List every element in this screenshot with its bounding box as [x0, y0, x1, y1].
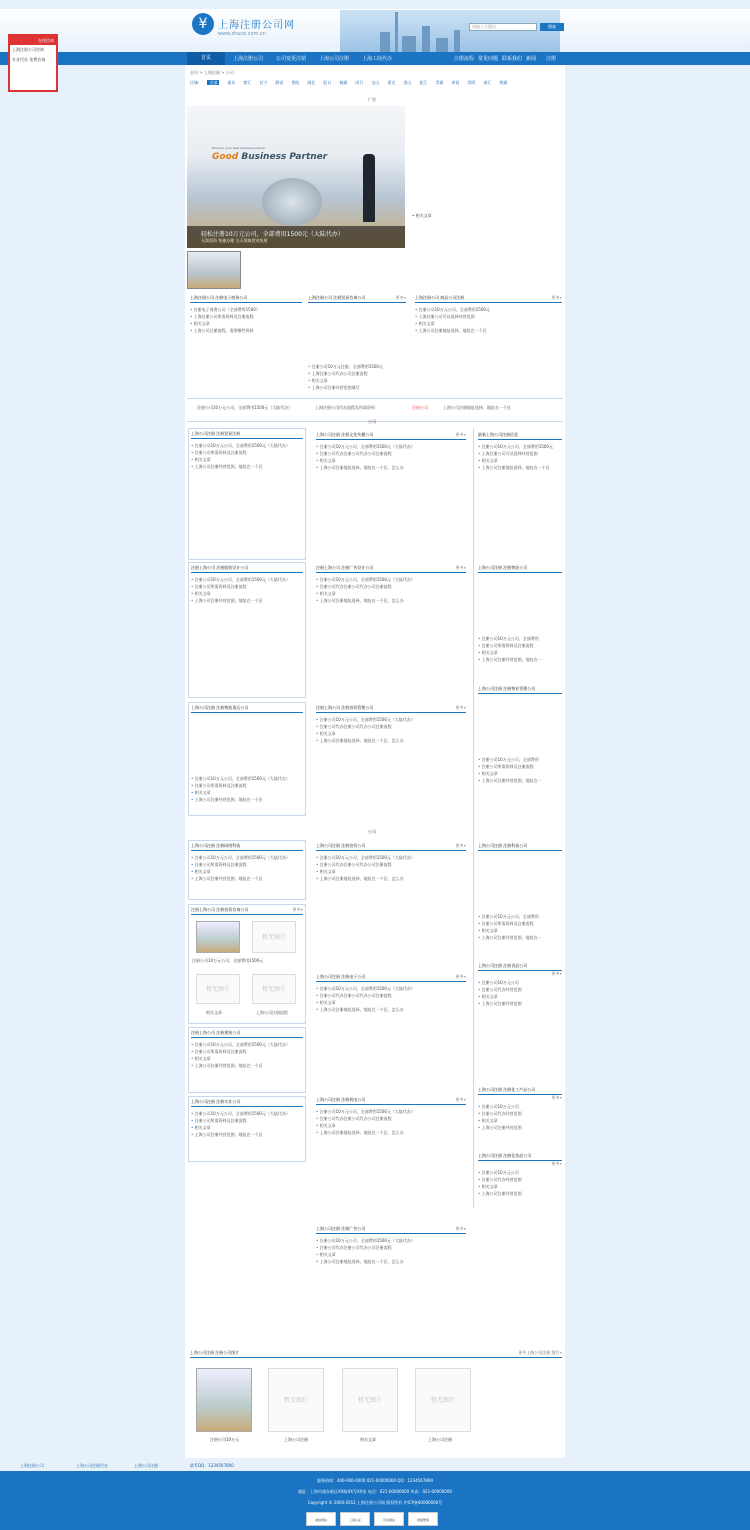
list-item[interactable]: • 注册公司10万元公司，全部费用 [478, 756, 562, 763]
footer-links [0, 1461, 750, 1471]
box-title[interactable]: 注册上海公司 注册广告设计公司 [316, 565, 466, 573]
nav-home[interactable]: 首页 [187, 52, 225, 65]
list-item[interactable]: • 注册公司10万元公司，全部费用1500元（大陆代办） [191, 442, 303, 449]
list-item[interactable]: • 相关文章 [191, 1055, 303, 1062]
area-item[interactable]: 黄浦 [499, 80, 508, 85]
list-item[interactable]: • 注册公司10万元公司，全部费用1500元（大陆代办） [191, 1110, 303, 1117]
box-title[interactable]: 上海公司注册 注册化工产品公司 [478, 1087, 562, 1095]
content-box [478, 686, 562, 784]
list-item[interactable]: • 注册公司代办注册公司代办公司注册流程 [316, 583, 466, 590]
photo-placeholder[interactable]: 暂无图片 [252, 974, 296, 1004]
more-link[interactable]: 更多» [292, 907, 303, 912]
content-box [308, 295, 406, 391]
hero-side-link[interactable]: • 相关文章 [412, 213, 432, 218]
gallery-placeholder[interactable]: 暂无图片 [268, 1368, 324, 1432]
list-item[interactable]: • 相关文章 [316, 590, 466, 597]
box-title[interactable]: 上海公司注册 注册贸易注册 [191, 431, 303, 439]
list-item[interactable]: • 相关文章 [190, 320, 302, 327]
section-title: 公司 [368, 419, 376, 424]
box-title[interactable]: 上海公司注册 注册机电公司 [316, 1097, 466, 1105]
footer-link[interactable]: 上海注册公司 [20, 1463, 44, 1468]
badge-icon[interactable]: 诚信网站 [306, 1512, 336, 1526]
photo-caption[interactable]: 相关文章 [206, 1010, 222, 1015]
box-title[interactable]: 上海注册公司 商品公司注册 [415, 295, 562, 303]
footer-link[interactable]: 上海公司注册代办 [76, 1463, 108, 1468]
list-item[interactable]: • 注册公司所需资料及注册流程 [191, 583, 303, 590]
list-item[interactable]: • 上海公司注册地址选择，地址在一个区，怎么办 [316, 1258, 466, 1265]
list-item[interactable]: • 上海注册公司可以选择经营范围 [478, 450, 562, 457]
list-item[interactable]: • 注册电子商务公司（全部费用1500） [190, 306, 302, 313]
section-title: 公司 [368, 829, 376, 834]
list-item[interactable]: • 注册公司所需资料及注册流程 [191, 1117, 303, 1124]
list-item[interactable]: • 注册公司10万元公司，全部费用1500元（大陆代办） [316, 443, 466, 450]
list-item[interactable]: • 相关文章 [191, 789, 303, 796]
more-link[interactable]: 更多» [455, 974, 466, 979]
box-title[interactable]: 上海公司注册 注册食品公司 [478, 963, 562, 971]
more-link[interactable]: 更多» [455, 843, 466, 848]
content-box [478, 963, 562, 1007]
list-item[interactable]: • 上海注册公司代办公司注册流程 [308, 370, 406, 377]
badge-icon[interactable]: 可信网站 [374, 1512, 404, 1526]
area-item[interactable]: 崇明 [467, 80, 476, 85]
gallery-caption[interactable]: 相关文章 [360, 1437, 376, 1442]
content-box [316, 974, 466, 1013]
more-link[interactable]: 更多上海公司注册 图片» [518, 1350, 562, 1355]
area-filter [190, 80, 562, 89]
list-item[interactable]: • 注册公司10万元公司，全部费用1500元（大陆代办） [316, 1237, 466, 1244]
nav-right-link[interactable]: 新闻 [526, 56, 537, 62]
more-link[interactable]: 更多» [455, 1097, 466, 1102]
area-item[interactable]: 静安 [275, 80, 284, 85]
list-item[interactable]: • 相关文章 [308, 377, 406, 384]
content-box [191, 1099, 303, 1138]
footer-link[interactable]: 联系QQ：1234567890 [190, 1463, 234, 1468]
hero-caption [187, 226, 405, 248]
ticker-item[interactable]: 注册公司 [412, 405, 428, 410]
list-item[interactable]: • 上海公司注册流程，需要哪些资料 [190, 327, 302, 334]
list-item[interactable]: • 相关文章 [316, 1122, 466, 1129]
area-item[interactable]: 金山 [403, 80, 412, 85]
box-title[interactable]: 上海公司注册 注册物业管理公司 [478, 686, 562, 694]
area-item[interactable]: 虹口 [323, 80, 332, 85]
list-item[interactable]: • 上海公司注册经营范围，地址在一个区 [191, 597, 303, 604]
list-item[interactable]: • 相关文章 [191, 456, 303, 463]
box-title[interactable]: 上海公司注册 注册广告公司 [316, 1226, 466, 1234]
list-item[interactable]: • 相关文章 [316, 999, 466, 1006]
box-title[interactable]: 上海公司注册 注册物流货运公司 [191, 705, 303, 713]
list-item[interactable]: • 上海公司注册地址选择，地址在一个区，怎么办 [316, 597, 466, 604]
list-item[interactable]: • 注册公司所需资料及注册流程 [478, 642, 562, 649]
ticker-item[interactable]: 上海注册公司代办流程及所需资料 [315, 405, 375, 410]
list-item[interactable]: • 上海公司注册经营范围，地址在一个区 [191, 1062, 303, 1069]
list-item[interactable]: • 上海公司注册经营范围 [478, 1124, 562, 1131]
box-title[interactable]: 上海注册公司 注册贸易咨询公司 [308, 295, 406, 303]
list-item[interactable]: • 注册公司10万元公司 [478, 1103, 562, 1110]
content-box [191, 1030, 303, 1069]
more-link[interactable]: 更多» [455, 432, 466, 437]
list-item[interactable]: • 相关文章 [316, 868, 466, 875]
area-item[interactable]: 浦东 [227, 80, 236, 85]
content-box [191, 843, 303, 882]
gallery-photo[interactable] [196, 1368, 252, 1432]
photo-thumb[interactable] [196, 921, 240, 953]
content-box [316, 1226, 466, 1265]
list-item[interactable]: • 注册公司10万元公司，全部费用1500元（大陆代办） [316, 1108, 466, 1115]
list-item[interactable]: • 注册公司10万元公司，全部费用1500元（大陆代办） [316, 854, 466, 861]
content-box [191, 565, 303, 604]
floating-ad-header: 在线咨询 [10, 36, 56, 45]
area-item[interactable]: 嘉定 [387, 80, 396, 85]
more-link[interactable]: 更多» [551, 1095, 562, 1100]
area-item[interactable]: 闵行 [355, 80, 364, 85]
area-item[interactable]: 宝山 [371, 80, 380, 85]
box-title[interactable]: 上海公司注册 注册科技公司 [478, 843, 562, 851]
gallery-placeholder[interactable]: 暂无图片 [415, 1368, 471, 1432]
nav-right-link[interactable]: 注册 [546, 56, 557, 62]
more-link[interactable]: 更多» [551, 295, 562, 300]
list-item[interactable]: • 相关文章 [478, 457, 562, 464]
gallery-caption[interactable]: 上海公司注册 [428, 1437, 452, 1442]
area-item[interactable]: 杨浦 [339, 80, 348, 85]
ticker-item[interactable]: 上海公司注册地址选择，地址在一个区 [443, 405, 511, 410]
list-item[interactable]: • 相关文章 [478, 770, 562, 777]
list-item[interactable]: • 注册公司代办注册公司代办公司注册流程 [316, 723, 466, 730]
more-link[interactable]: 更多» [551, 1161, 562, 1166]
list-item[interactable]: • 上海公司注册地址选择，地址在一个区，怎么办 [316, 1006, 466, 1013]
footer-copyright: Copyright © 2004-2012 上海注册公司网 版权所有 沪ICP备00000000号 [307, 1500, 443, 1505]
nav-item[interactable]: 上海注册公司 [233, 56, 264, 62]
list-item[interactable]: • 相关文章 [191, 590, 303, 597]
search-input[interactable]: 请输入关键词 [469, 23, 537, 31]
list-item[interactable]: • 相关文章 [191, 868, 303, 875]
list-item[interactable]: • 上海注册公司所需资料及注册流程 [190, 313, 302, 320]
list-item[interactable]: • 上海公司注册经营范围 [478, 1000, 562, 1007]
box-title[interactable]: 上海公司注册 注册网络科技 [191, 843, 303, 851]
content-box [316, 705, 466, 744]
list-item[interactable]: • 上海公司注册地址选择，地址在一个区 [478, 464, 562, 471]
section-title: 广告 [368, 97, 376, 102]
more-link[interactable]: 更多» [455, 1226, 466, 1231]
badge-icon[interactable]: 网络警察 [408, 1512, 438, 1526]
list-item[interactable]: • 上海公司注册经营范围，地址在一 [478, 777, 562, 784]
content-box [190, 295, 302, 334]
box-title[interactable]: 上海公司注册 注册电子公司 [316, 974, 466, 982]
list-item[interactable]: • 相关文章 [478, 993, 562, 1000]
nav-item[interactable]: 上海公司注册 [319, 56, 350, 62]
more-link[interactable]: 更多» [551, 971, 562, 976]
area-item[interactable]: 普陀 [291, 80, 300, 85]
list-item[interactable]: • 注册公司代办经营范围 [478, 1176, 562, 1183]
content-box [316, 432, 466, 471]
box-title[interactable]: 上海公司注册 注册实业公司 [191, 1099, 303, 1107]
content-box [478, 1153, 562, 1197]
content-box [478, 565, 562, 663]
list-item[interactable]: • 上海公司注册经营范围 [478, 1190, 562, 1197]
content-box [191, 431, 303, 470]
list-item[interactable]: • 注册公司10万元公司，全部费用1500元（大陆代办） [191, 775, 303, 782]
skyline-banner [340, 10, 560, 52]
search-button[interactable]: 搜索 [540, 23, 564, 31]
box-title[interactable]: 上海注册公司 注册电子商务公司 [190, 295, 302, 303]
badge-icon[interactable]: 工商认证 [340, 1512, 370, 1526]
list-item[interactable]: • 上海公司注册地址选择，地址在一个区，怎么办 [316, 875, 466, 882]
site-name[interactable]: 上海注册公司网 [218, 20, 295, 31]
box-title[interactable]: 上海公司注册 注册投资公司 [316, 843, 466, 851]
list-item[interactable]: • 上海公司注册地址选择，地址在一个区，怎么办 [316, 464, 466, 471]
breadcrumb[interactable]: 首页 > 上海注册 > 公司 [190, 70, 234, 75]
hero-brand: Good [212, 152, 239, 162]
content-box [415, 295, 562, 334]
list-item[interactable]: • 注册公司所需资料及注册流程 [191, 1048, 303, 1055]
content-box [316, 565, 466, 604]
nav-right-link[interactable]: 联系我们 [502, 56, 523, 62]
globe-image [262, 178, 322, 226]
image-gallery [190, 1350, 562, 1358]
area-item[interactable]: 青浦 [435, 80, 444, 85]
list-item[interactable]: • 上海公司注册经营范围，地址在一个区 [191, 796, 303, 803]
gallery-caption[interactable]: 注册公司10万元 [210, 1437, 240, 1442]
logo-icon[interactable]: ¥ [192, 13, 214, 35]
content-box [316, 843, 466, 882]
gallery-placeholder[interactable]: 暂无图片 [342, 1368, 398, 1432]
list-item[interactable]: • 相关文章 [415, 320, 562, 327]
photo-placeholder[interactable]: 暂无图片 [252, 921, 296, 953]
nav-item[interactable]: 上海工商代办 [362, 56, 393, 62]
box-title[interactable]: 上海公司注册 注册化妆品公司 [478, 1153, 562, 1161]
list-item[interactable]: • 上海公司注册经营范围，地址在一 [478, 656, 562, 663]
list-item[interactable]: • 注册公司10万元公司，全部费用 [478, 635, 562, 642]
gallery-title[interactable]: 上海公司注册 注册公司图片 [190, 1350, 562, 1358]
ticker-item[interactable]: 注册公司10万元公司，全部费用1500元（大陆代办） [197, 405, 293, 410]
list-item[interactable]: • 注册公司代办经营范围 [478, 986, 562, 993]
floating-ad-title: 上海注册公司咨询 [12, 47, 44, 52]
hero-subtitle: Become your best business partner [212, 146, 266, 150]
list-item[interactable]: • 注册公司10万元公司，全部费用 [478, 913, 562, 920]
list-item[interactable]: • 注册公司代办注册公司代办公司注册流程 [316, 861, 466, 868]
list-item[interactable]: • 上海公司注册地址选择，地址在一个区 [415, 327, 562, 334]
list-item[interactable]: • 相关文章 [316, 1251, 466, 1258]
list-item[interactable]: • 注册公司所需资料及注册流程 [478, 920, 562, 927]
area-item[interactable]: 徐汇 [243, 80, 252, 85]
businessman-image [363, 154, 375, 222]
hero-brand-rest: Business Partner [241, 152, 328, 162]
floating-ad-sub: 专业代办 免费咨询 [12, 57, 46, 62]
list-item[interactable]: • 相关文章 [478, 927, 562, 934]
hero-caption-sub: 无需验资 快速办理 当天领取营业执照 [201, 238, 268, 243]
column-divider [473, 428, 474, 1208]
list-item[interactable]: • 注册公司10万元公司，全部费用1500元（大陆代办） [316, 716, 466, 723]
box-title[interactable]: 注册上海公司 注册建筑公司 [191, 1030, 303, 1038]
footer-link[interactable]: 上海公司注册 [134, 1463, 158, 1468]
list-item[interactable]: • 注册公司10万元注册，全部费用1500元 [308, 363, 406, 370]
box-title[interactable]: 上海公司注册 注册物流公司 [478, 565, 562, 573]
list-item[interactable]: • 注册公司所需资料及注册流程 [191, 861, 303, 868]
list-item[interactable]: • 相关文章 [316, 457, 466, 464]
list-item[interactable]: • 相关文章 [191, 1124, 303, 1131]
content-box [316, 1097, 466, 1136]
list-item[interactable]: • 注册公司10万元公司，全部费用1500元（大陆代办） [191, 576, 303, 583]
site-domain: www.zhuce.com.cn [218, 31, 266, 37]
area-item[interactable]: 南汇 [483, 80, 492, 85]
content-box [478, 432, 562, 471]
list-item[interactable]: • 上海注册公司可以选择经营范围 [415, 313, 562, 320]
list-item[interactable]: • 上海公司注册经营范围填写 [308, 384, 406, 391]
list-item[interactable]: • 注册公司代办注册公司代办公司注册流程 [316, 1115, 466, 1122]
content-box [478, 843, 562, 941]
list-item[interactable]: • 注册公司所需资料及注册流程 [191, 449, 303, 456]
list-item[interactable]: • 注册公司10万元公司，全部费用1500元（大陆代办） [316, 985, 466, 992]
area-item[interactable]: 奉贤 [451, 80, 460, 85]
area-label: 区域: [190, 80, 200, 85]
floating-ad[interactable] [8, 34, 58, 92]
list-item[interactable]: • 注册公司10万元公司 [478, 979, 562, 986]
footer-contact: 服务热线：400-000-0000 021-00000000 QQ：1234567890 [316, 1478, 434, 1483]
box-title[interactable]: 上海公司注册 注册文化传播公司 [316, 432, 466, 440]
list-item[interactable]: • 上海公司注册地址选择，地址在一个区，怎么办 [316, 737, 466, 744]
photo-placeholder[interactable]: 暂无图片 [196, 974, 240, 1004]
more-link[interactable]: 更多» [455, 565, 466, 570]
list-item[interactable]: • 注册公司代办注册公司代办公司注册流程 [316, 450, 466, 457]
list-item[interactable]: • 注册公司所需资料及注册流程 [191, 782, 303, 789]
nav-right-link[interactable]: 常见问题 [478, 56, 499, 62]
photo-caption[interactable]: 注册公司10万元公司，全部费用1500元 [192, 958, 264, 963]
list-item[interactable]: • 相关文章 [478, 649, 562, 656]
hero-thumbnail[interactable] [187, 251, 241, 289]
hero-caption-text: 轻松注册10万元公司，全部费用1500元（大陆代办） [201, 231, 344, 238]
hero-banner[interactable] [187, 106, 405, 248]
footer-address: 地址：上海市浦东新区XX路XX号XX室 电话：021-00000000 传真：021-00000000 [298, 1489, 452, 1494]
list-item[interactable]: • 注册公司代办经营范围 [478, 1110, 562, 1117]
area-item[interactable]: 长宁 [259, 80, 268, 85]
photo-box [191, 907, 303, 915]
list-item[interactable]: • 相关文章 [316, 730, 466, 737]
list-item[interactable]: • 注册公司10万元公司，全部费用1500元 [415, 306, 562, 313]
area-item[interactable]: 松江 [419, 80, 428, 85]
area-item[interactable]: 闸北 [307, 80, 316, 85]
list-item[interactable]: • 相关文章 [478, 1183, 562, 1190]
box-title[interactable]: 最新上海公司注册信息 [478, 432, 562, 440]
list-item[interactable]: • 注册公司代办注册公司代办公司注册流程 [316, 1244, 466, 1251]
box-title[interactable]: 注册上海公司 注册服装设计公司 [191, 565, 303, 573]
area-selected[interactable]: 全部 [209, 80, 218, 85]
main-nav [0, 52, 750, 65]
photo-caption[interactable]: 上海公司注册流程 [256, 1010, 288, 1015]
list-item[interactable]: • 上海公司注册经营范围，地址在一个区 [191, 1131, 303, 1138]
content-box [478, 1087, 562, 1131]
nav-item[interactable]: 公司变更注销 [276, 56, 307, 62]
list-item[interactable]: • 上海公司注册经营范围，地址在一 [478, 934, 562, 941]
list-item[interactable]: • 注册公司10万元公司，全部费用1500元（大陆代办） [316, 576, 466, 583]
list-item[interactable]: • 注册公司10万元公司，全部费用1500元（大陆代办） [191, 1041, 303, 1048]
list-item[interactable]: • 注册公司10万元公司，全部费用1500元 [478, 443, 562, 450]
list-item[interactable]: • 注册公司10万元公司，全部费用1500元（大陆代办） [191, 854, 303, 861]
list-item[interactable]: • 上海公司注册地址选择，地址在一个区，怎么办 [316, 1129, 466, 1136]
content-box [191, 705, 303, 803]
list-item[interactable]: • 相关文章 [478, 1117, 562, 1124]
list-item[interactable]: • 注册公司所需资料及注册流程 [478, 763, 562, 770]
list-item[interactable]: • 注册公司代办注册公司代办公司注册流程 [316, 992, 466, 999]
nav-right-link[interactable]: 注册流程 [454, 56, 475, 62]
more-link[interactable]: 更多» [455, 705, 466, 710]
gallery-caption[interactable]: 上海公司注册 [284, 1437, 308, 1442]
list-item[interactable]: • 注册公司10万元公司 [478, 1169, 562, 1176]
more-link[interactable]: 更多» [395, 295, 406, 300]
box-title[interactable]: 注册上海公司 注册投资咨询公司 [191, 907, 303, 915]
list-item[interactable]: • 上海公司注册经营范围，地址在一个区 [191, 875, 303, 882]
list-item[interactable]: • 上海公司注册经营范围，地址在一个区 [191, 463, 303, 470]
box-title[interactable]: 注册上海公司 注册投资管理公司 [316, 705, 466, 713]
